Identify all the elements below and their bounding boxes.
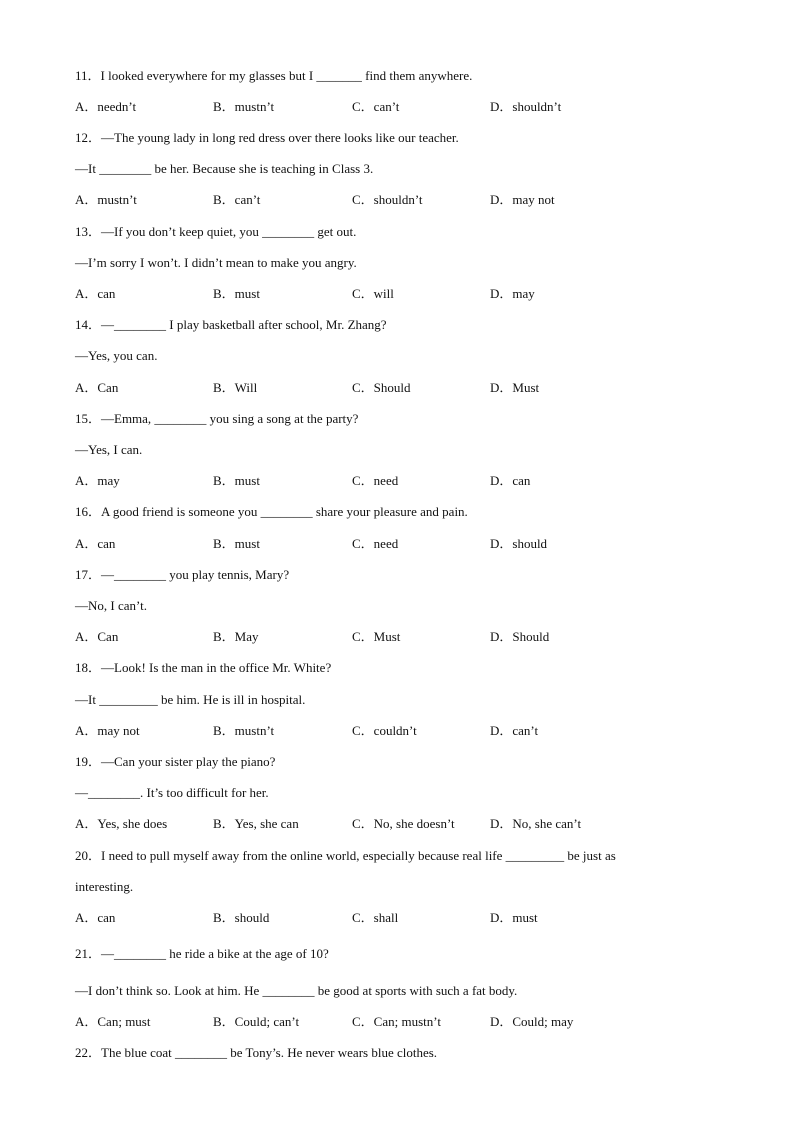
option-c: C．Can; mustn’t [352,1014,441,1029]
question-14-options [75,380,775,396]
question-19-response: —________. It’s too difficult for her. [75,785,269,800]
option-c: C．couldn’t [352,723,417,738]
question-12-response: —It ________ be her. Because she is teaching in Class 3. [75,161,374,176]
option-b: B．Will [213,380,258,395]
option-c: C．shouldn’t [352,192,423,207]
option-c: C．No, she doesn’t [352,816,455,831]
option-b: B．must [213,536,260,551]
question-22-stem: 22．The blue coat ________ be Tony’s. He never wears blue clothes. [75,1045,438,1060]
option-b: B．Could; can’t [213,1014,300,1029]
option-a: A．Can [75,380,119,395]
option-d: D．No, she can’t [490,816,582,831]
question-19-options [75,816,775,832]
option-d: D．Should [490,629,550,644]
question-12-options [75,192,775,208]
option-c: C．Must [352,629,401,644]
option-b: B．mustn’t [213,723,275,738]
question-21-response: —I don’t think so. Look at him. He ________ be good at sports with such a fat body. [75,983,518,998]
option-c: C．Should [352,380,411,395]
question-16-options [75,536,775,552]
question-18-response: —It _________ be him. He is ill in hospital. [75,692,306,707]
option-d: D．may not [490,192,555,207]
question-15-options [75,473,775,489]
option-c: C．need [352,536,399,551]
option-c: C．shall [352,910,399,925]
option-a: A．can [75,536,116,551]
option-c: C．need [352,473,399,488]
question-12-stem: 12．—The young lady in long red dress over there looks like our teacher. [75,130,459,145]
question-18-options [75,723,775,739]
question-13-options [75,286,775,302]
option-d: D．can’t [490,723,539,738]
option-c: C．can’t [352,99,400,114]
question-11-options [75,99,775,115]
question-17-stem: 17．—________ you play tennis, Mary? [75,567,290,582]
option-d: D．Could; may [490,1014,574,1029]
question-19-stem: 19．—Can your sister play the piano? [75,754,276,769]
question-15-response: —Yes, I can. [75,442,143,457]
question-16-stem: 16．A good friend is someone you ________ share your pleasure and pain. [75,504,468,519]
question-20-stem-continued: interesting. [75,879,134,894]
option-b: B．mustn’t [213,99,275,114]
option-b: B．Yes, she can [213,816,299,831]
option-d: D．can [490,473,531,488]
option-a: A．mustn’t [75,192,137,207]
option-d: D．should [490,536,548,551]
question-18-stem: 18．—Look! Is the man in the office Mr. White? [75,660,332,675]
question-13-response: —I’m sorry I won’t. I didn’t mean to make you angry. [75,255,357,270]
question-14-response: —Yes, you can. [75,348,158,363]
option-b: B．May [213,629,259,644]
option-a: A．can [75,286,116,301]
option-a: A．Yes, she does [75,816,168,831]
option-d: D．Must [490,380,540,395]
question-17-options [75,629,775,645]
option-d: D．shouldn’t [490,99,562,114]
option-a: A．may not [75,723,140,738]
option-a: A．can [75,910,116,925]
question-20-options [75,910,775,926]
option-c: C．will [352,286,394,301]
question-13-stem: 13．—If you don’t keep quiet, you ________ get out. [75,224,357,239]
option-b: B．must [213,286,260,301]
option-b: B．can’t [213,192,261,207]
question-15-stem: 15．—Emma, ________ you sing a song at the party? [75,411,359,426]
option-a: A．Can; must [75,1014,151,1029]
question-20-stem: 20．I need to pull myself away from the online world, especially because real life _________ be just as [75,848,616,863]
question-14-stem: 14．—________ I play basketball after school, Mr. Zhang? [75,317,387,332]
question-11-stem: 11．I looked everywhere for my glasses but I _______ find them anywhere. [75,68,473,83]
option-b: B．must [213,473,260,488]
question-21-stem: 21．—________ he ride a bike at the age of 10? [75,946,329,961]
option-a: A．Can [75,629,119,644]
option-b: B．should [213,910,270,925]
option-d: D．must [490,910,538,925]
option-d: D．may [490,286,535,301]
question-21-options [75,1014,775,1030]
option-a: A．needn’t [75,99,137,114]
question-17-response: —No, I can’t. [75,598,147,613]
option-a: A．may [75,473,120,488]
